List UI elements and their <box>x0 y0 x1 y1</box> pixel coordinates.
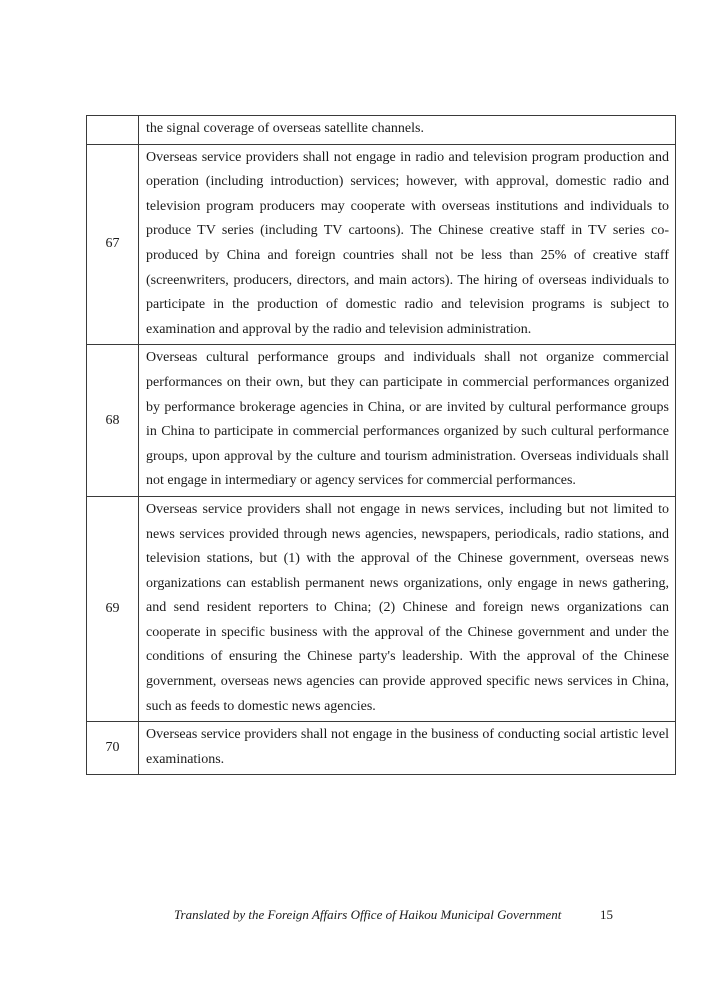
row-text: Overseas service providers shall not engage in radio and television program production and operation (including introduction) services; however, with approval, domestic radio and television program producers may cooperate with overseas institutions and individuals to produce TV series (including TV cartoons). The Chinese creative staff in TV series co-produced by China and foreign countries shall not be less than 25% of creative staff (screenwriters, producers, directors, and main actors). The hiring of overseas individuals to participate in the production of domestic radio and television programs is subject to examination and approval by the radio and television administration. <box>146 149 669 337</box>
row-number: 70 <box>87 722 139 775</box>
row-text: Overseas service providers shall not engage in the business of conducting social artistic level examinations. <box>146 727 669 767</box>
row-text: Overseas service providers shall not engage in news services, including but not limited to news services provided through news agencies, newspapers, periodicals, radio stations, and television stations, but (1) with the approval of the Chinese government, overseas news organizations can establish permanent news organizations, only engage in news gathering, and send resident reporters to China; (2) Chinese and foreign news organizations can cooperate in specific business with the approval of the Chinese government and under the conditions of ensuring the Chinese party's leadership. With the approval of the Chinese government, overseas news agencies can provide approved specific news services in China, such as feeds to domestic news agencies. <box>146 501 669 714</box>
row-number <box>87 116 139 145</box>
row-text-cell <box>139 144 676 345</box>
page-number: 15 <box>600 907 613 922</box>
table-row <box>87 496 676 721</box>
table-row <box>87 144 676 345</box>
row-text-cell <box>139 345 676 497</box>
footer-credit: Translated by the Foreign Affairs Office of Haikou Municipal Government <box>174 907 562 922</box>
row-text: the signal coverage of overseas satellite channels. <box>146 121 424 136</box>
row-number: 69 <box>87 496 139 721</box>
row-number: 67 <box>87 144 139 345</box>
row-text-cell <box>139 722 676 775</box>
table-row <box>87 116 676 145</box>
page-footer <box>0 905 708 925</box>
row-text-cell <box>139 496 676 721</box>
table-row <box>87 345 676 497</box>
row-number: 68 <box>87 345 139 497</box>
row-text: Overseas cultural performance groups and individuals shall not organize commercial performances on their own, but they can participate in commercial performances organized by performance brokerage agencies in China, or are invited by cultural performance groups in China to participate in commercial performances organized by such cultural performance groups, upon approval by the culture and tourism administration. Overseas individuals shall not engage in intermediary or agency services for commercial performances. <box>146 350 669 489</box>
table-row <box>87 722 676 775</box>
regulation-table <box>86 115 676 775</box>
row-text-cell <box>139 116 676 145</box>
